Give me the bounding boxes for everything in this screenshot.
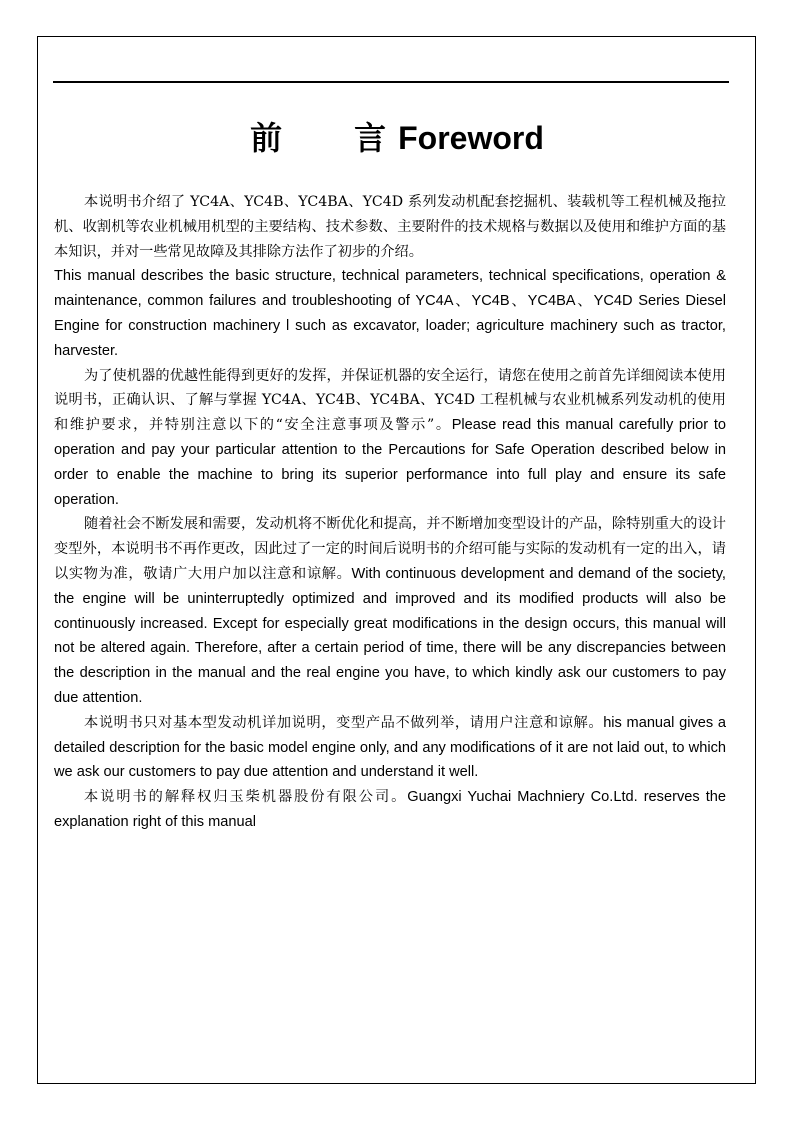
paragraph-basic-model xyxy=(54,711,726,785)
paragraph-read-manual-cn: 为了使机器的优越性能得到更好的发挥，并保证机器的安全运行，请您在使用之前首先详细阅读本使用说明书，正确认识、了解与掌握 YC4A、YC4B、YC4BA、YC4D 工程机械与农业机械系列发动机的使用和维护要求，并特别注意以下的“安全注意事项及警示”。 xyxy=(54,367,726,434)
paragraph-development xyxy=(54,512,726,710)
paragraph-development-cn: 随着社会不断发展和需要，发动机将不断优化和提高，并不断增加变型设计的产品，除特别重大的设计变型外，本说明书不再作更改，因此过了一定的时间后说明书的介绍可能与实际的发动机有一定的出入，请以实物为准，敬请广大用户加以注意和谅解。 xyxy=(54,516,726,582)
paragraph-development-en: With continuous development and demand of the society, the engine will be uninterruptedly optimized and improved and its modified products will also be continuously increased. Except for especially great modifications in the design occurs, this manual will not be altered again. Therefore, after a certain period of time, there will be any discrepancies between the description in the manual and the real engine you have, to which kindly ask our customers to pay due attention. xyxy=(54,565,726,706)
paragraph-read-manual xyxy=(54,364,726,513)
header-rule xyxy=(53,81,729,83)
title-en: Foreword xyxy=(398,120,544,156)
paragraph-intro-en-text: This manual describes the basic structure, technical parameters, technical specifications, operation & maintenance, common failures and troubleshooting of YC4A、YC4B、YC4BA、YC4D Series Diesel Engine for construction machinery l such as excavator, loader; agriculture machinery such as tractor, harvester. xyxy=(54,268,726,359)
paragraph-intro-cn-text: 本说明书介绍了 YC4A、YC4B、YC4BA、YC4D 系列发动机配套挖掘机、装载机等工程机械及拖拉机、收割机等农业机械用机型的主要结构、技术参数、主要附件的技术规格与数据以及使用和维护方面的基本知识，并对一些常见故障及其排除方法作了初步的介绍。 xyxy=(54,194,726,260)
paragraph-explanation-right-cn: 本说明书的解释权归玉柴机器股份有限公司。 xyxy=(84,789,408,806)
paragraph-explanation-right xyxy=(54,785,726,835)
paragraph-read-manual-en: Please read this manual carefully prior to operation and pay your particular attention to the Percautions for Safe Operation described below in order to enable the machine to bring its superior performance into full play and ensure its safe operation. xyxy=(54,417,726,508)
page-title xyxy=(0,116,794,160)
paragraph-intro-cn xyxy=(54,190,726,264)
paragraph-explanation-right-en: Guangxi Yuchai Machniery Co.Ltd. reserves the explanation right of this manual xyxy=(54,789,726,830)
paragraph-basic-model-cn: 本说明书只对基本型发动机详加说明，变型产品不做列举，请用户注意和谅解。 xyxy=(84,714,604,731)
foreword-body xyxy=(54,190,726,835)
paragraph-basic-model-en: his manual gives a detailed description for the basic model engine only, and any modifications of it are not laid out, to which we ask our customers to pay due attention and understand it well. xyxy=(54,714,726,781)
title-cn-char-1: 前 xyxy=(250,119,283,157)
paragraph-intro-en xyxy=(54,264,726,363)
title-cn-char-2: 言 xyxy=(354,119,387,157)
